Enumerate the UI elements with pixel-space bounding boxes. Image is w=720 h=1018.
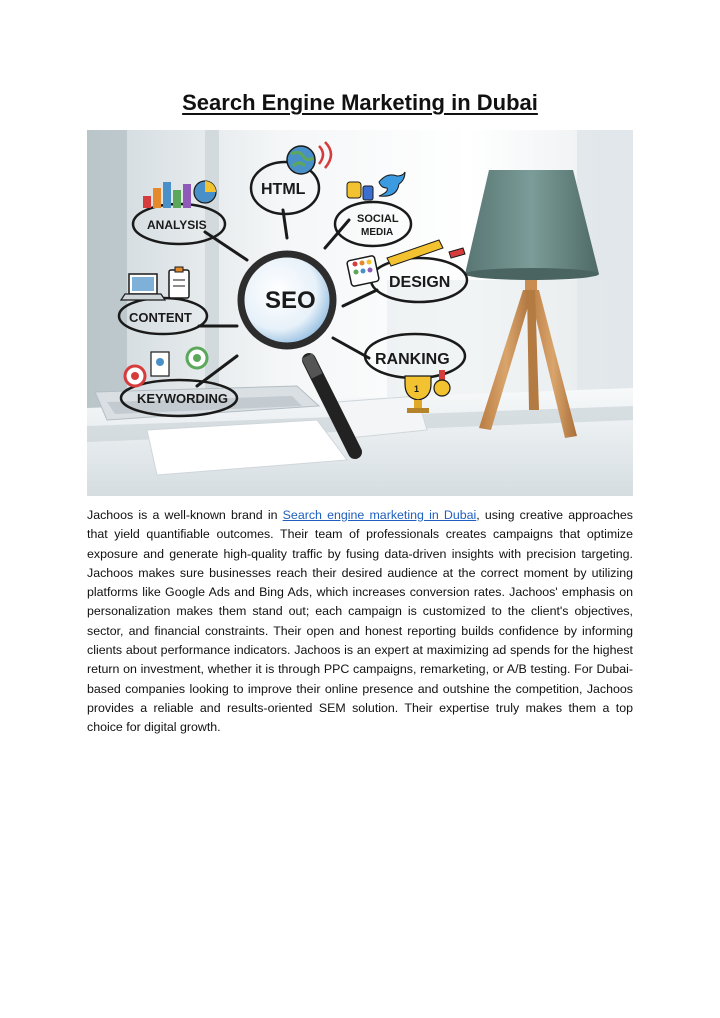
page-title (0, 89, 720, 117)
pie-chart-icon (194, 181, 216, 203)
page-title-text: Search Engine Marketing in Dubai (182, 90, 538, 115)
paragraph-body: , using creative approaches that yield quantifiable outcomes. Their team of professionals creates campaigns that optimize exposure and generate high-quality traffic by fusing data-driven insights with precision targeting. Jachoos makes sure businesses reach their desired audience at the correct moment by utilizing platforms like Google Ads and Bing Ads, which increases conversion rates. Jachoos' emphasis on personalization makes them stand out; each campaign is customized to the client's objectives, sector, and financial constraints. Their open and honest reporting builds confidence by informing clients about performance indicators. Jachoos is an expert at maximizing ad spends for the highest return on investment, whether it is through PPC campaigns, remarketing, or A/B testing. For Dubai-based companies looking to improve their online presence and outshine the competition, Jachoos provides a reliable and results-oriented SEM solution. Their expertise truly makes them a top choice for digital growth. (87, 508, 633, 735)
body-paragraph (87, 506, 633, 738)
hero-image (87, 130, 633, 496)
palette-icon (347, 255, 380, 286)
ranking-word: RANKING (375, 351, 450, 368)
keywording-word: KEYWORDING (137, 391, 228, 406)
hero-illustration (87, 130, 633, 496)
design-word: DESIGN (389, 274, 451, 291)
html-word: HTML (261, 181, 306, 198)
window-frame-mid (205, 130, 219, 410)
window-frame-left (87, 130, 127, 420)
social-word: SOCIAL (357, 213, 399, 225)
lamp-shade-rim (465, 268, 599, 280)
clipboard-icon (169, 267, 189, 298)
analysis-word: ANALYSIS (147, 218, 207, 232)
sem-dubai-link[interactable]: Search engine marketing in Dubai (282, 508, 477, 522)
paragraph-intro: Jachoos is a well-known brand in (87, 508, 283, 522)
media-word: MEDIA (361, 227, 394, 238)
trophy-number: 1 (414, 384, 420, 394)
seo-word: SEO (265, 287, 316, 314)
content-word: CONTENT (129, 310, 192, 325)
